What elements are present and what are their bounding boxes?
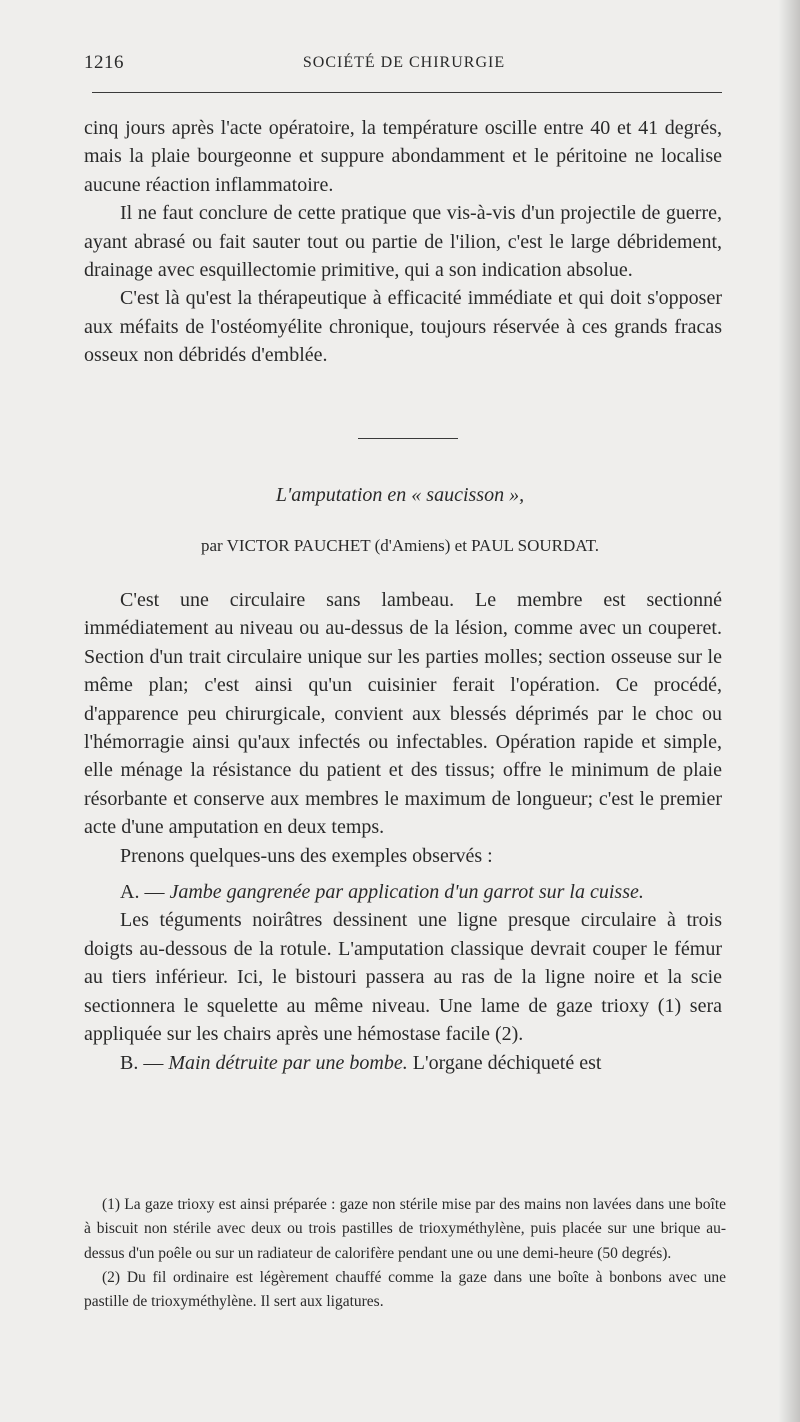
page-number: 1216 <box>84 52 124 73</box>
intro-paragraph-1: cinq jours après l'acte opératoire, la température oscille entre 40 et 41 degrés, mais la plaie bourgeonne et suppure abondamment et le péritoine ne localise aucune réaction inflammatoire. <box>84 117 722 196</box>
running-title: SOCIÉTÉ DE CHIRURGIE <box>302 54 506 71</box>
case-b-text: L'organe déchiqueté est <box>407 1051 602 1074</box>
intro-text <box>84 114 722 370</box>
article-paragraph-2: Prenons quelques-uns des exemples observés : <box>120 844 493 867</box>
section-divider <box>358 438 458 439</box>
case-a-heading <box>84 878 722 906</box>
header-rule <box>92 92 722 93</box>
case-b-paragraph <box>84 1049 722 1077</box>
footnotes <box>84 1193 726 1314</box>
footnote-1: (1) La gaze trioxy est ainsi préparée : gaze non stérile mise par des mains non lavées dans une boîte à biscuit non stérile avec deux ou trois pastilles de trioxyméthylène, puis placée sur une brique au-dessus d'un poêle ou sur un radiateur de calorifère pendant une ou une demi-heure (50 degrés). <box>84 1196 726 1262</box>
case-a-title: Jambe gangrenée par application d'un garrot sur la cuisse. <box>169 881 644 904</box>
case-b-label: B. — <box>120 1051 169 1074</box>
case-a-text: Les téguments noirâtres dessinent une ligne presque circulaire à trois doigts au-dessous de la rotule. L'amputation classique devrait couper le fémur au tiers inférieur. Ici, le bistouri passera au ras de la ligne noire et la scie sectionnera le squelette au même niveau. Une lame de gaze trioxy (1) sera appliquée sur les chairs après une hémostase facile (2). <box>84 909 722 1046</box>
page-header <box>84 52 724 82</box>
page-edge-shadow <box>778 0 800 1422</box>
intro-paragraph-2: Il ne faut conclure de cette pratique que vis-à-vis d'un projectile de guerre, ayant abrasé ou fait sauter tout ou partie de l'ilion, c'est le large débridement, drainage avec esquillectomie primitive, qui a son indication absolue. <box>84 202 722 282</box>
case-b-title: Main détruite par une bombe. <box>168 1051 408 1074</box>
intro-paragraph-3: C'est là qu'est la thérapeutique à efficacité immédiate et qui doit s'opposer aux méfaits de l'ostéomyélite chronique, toujours réservée à ces grands fracas osseux non débridés d'emblée. <box>84 287 722 367</box>
footnote-2: (2) Du fil ordinaire est légèrement chauffé comme la gaze dans une boîte à bonbons avec une pastille de trioxyméthylène. Il sert aux ligatures. <box>84 1268 726 1311</box>
article-paragraph-1: C'est une circulaire sans lambeau. Le membre est sectionné immédiatement au niveau ou au-dessus de la lésion, comme avec un couperet. Section d'un trait circulaire unique sur les parties molles; section osseuse sur le même plan; c'est ainsi qu'un cuisinier ferait l'opération. Ce procédé, d'apparence peu chirurgicale, convient aux blessés déprimés par le choc ou l'hémorragie ainsi qu'aux infectés ou infectables. Opération rapide et simple, elle ménage la résistance du patient et des tissus; offre le minimum de plaie résorbante et conserve aux membres le maximum de longueur; c'est le premier acte d'une amputation en deux temps. <box>84 589 722 839</box>
article-authors: par VICTOR PAUCHET (d'Amiens) et PAUL SOURDAT. <box>200 536 600 555</box>
article-title: L'amputation en « saucisson », <box>275 484 525 506</box>
article-body <box>84 586 722 1077</box>
case-a-label: A. — <box>120 881 170 904</box>
